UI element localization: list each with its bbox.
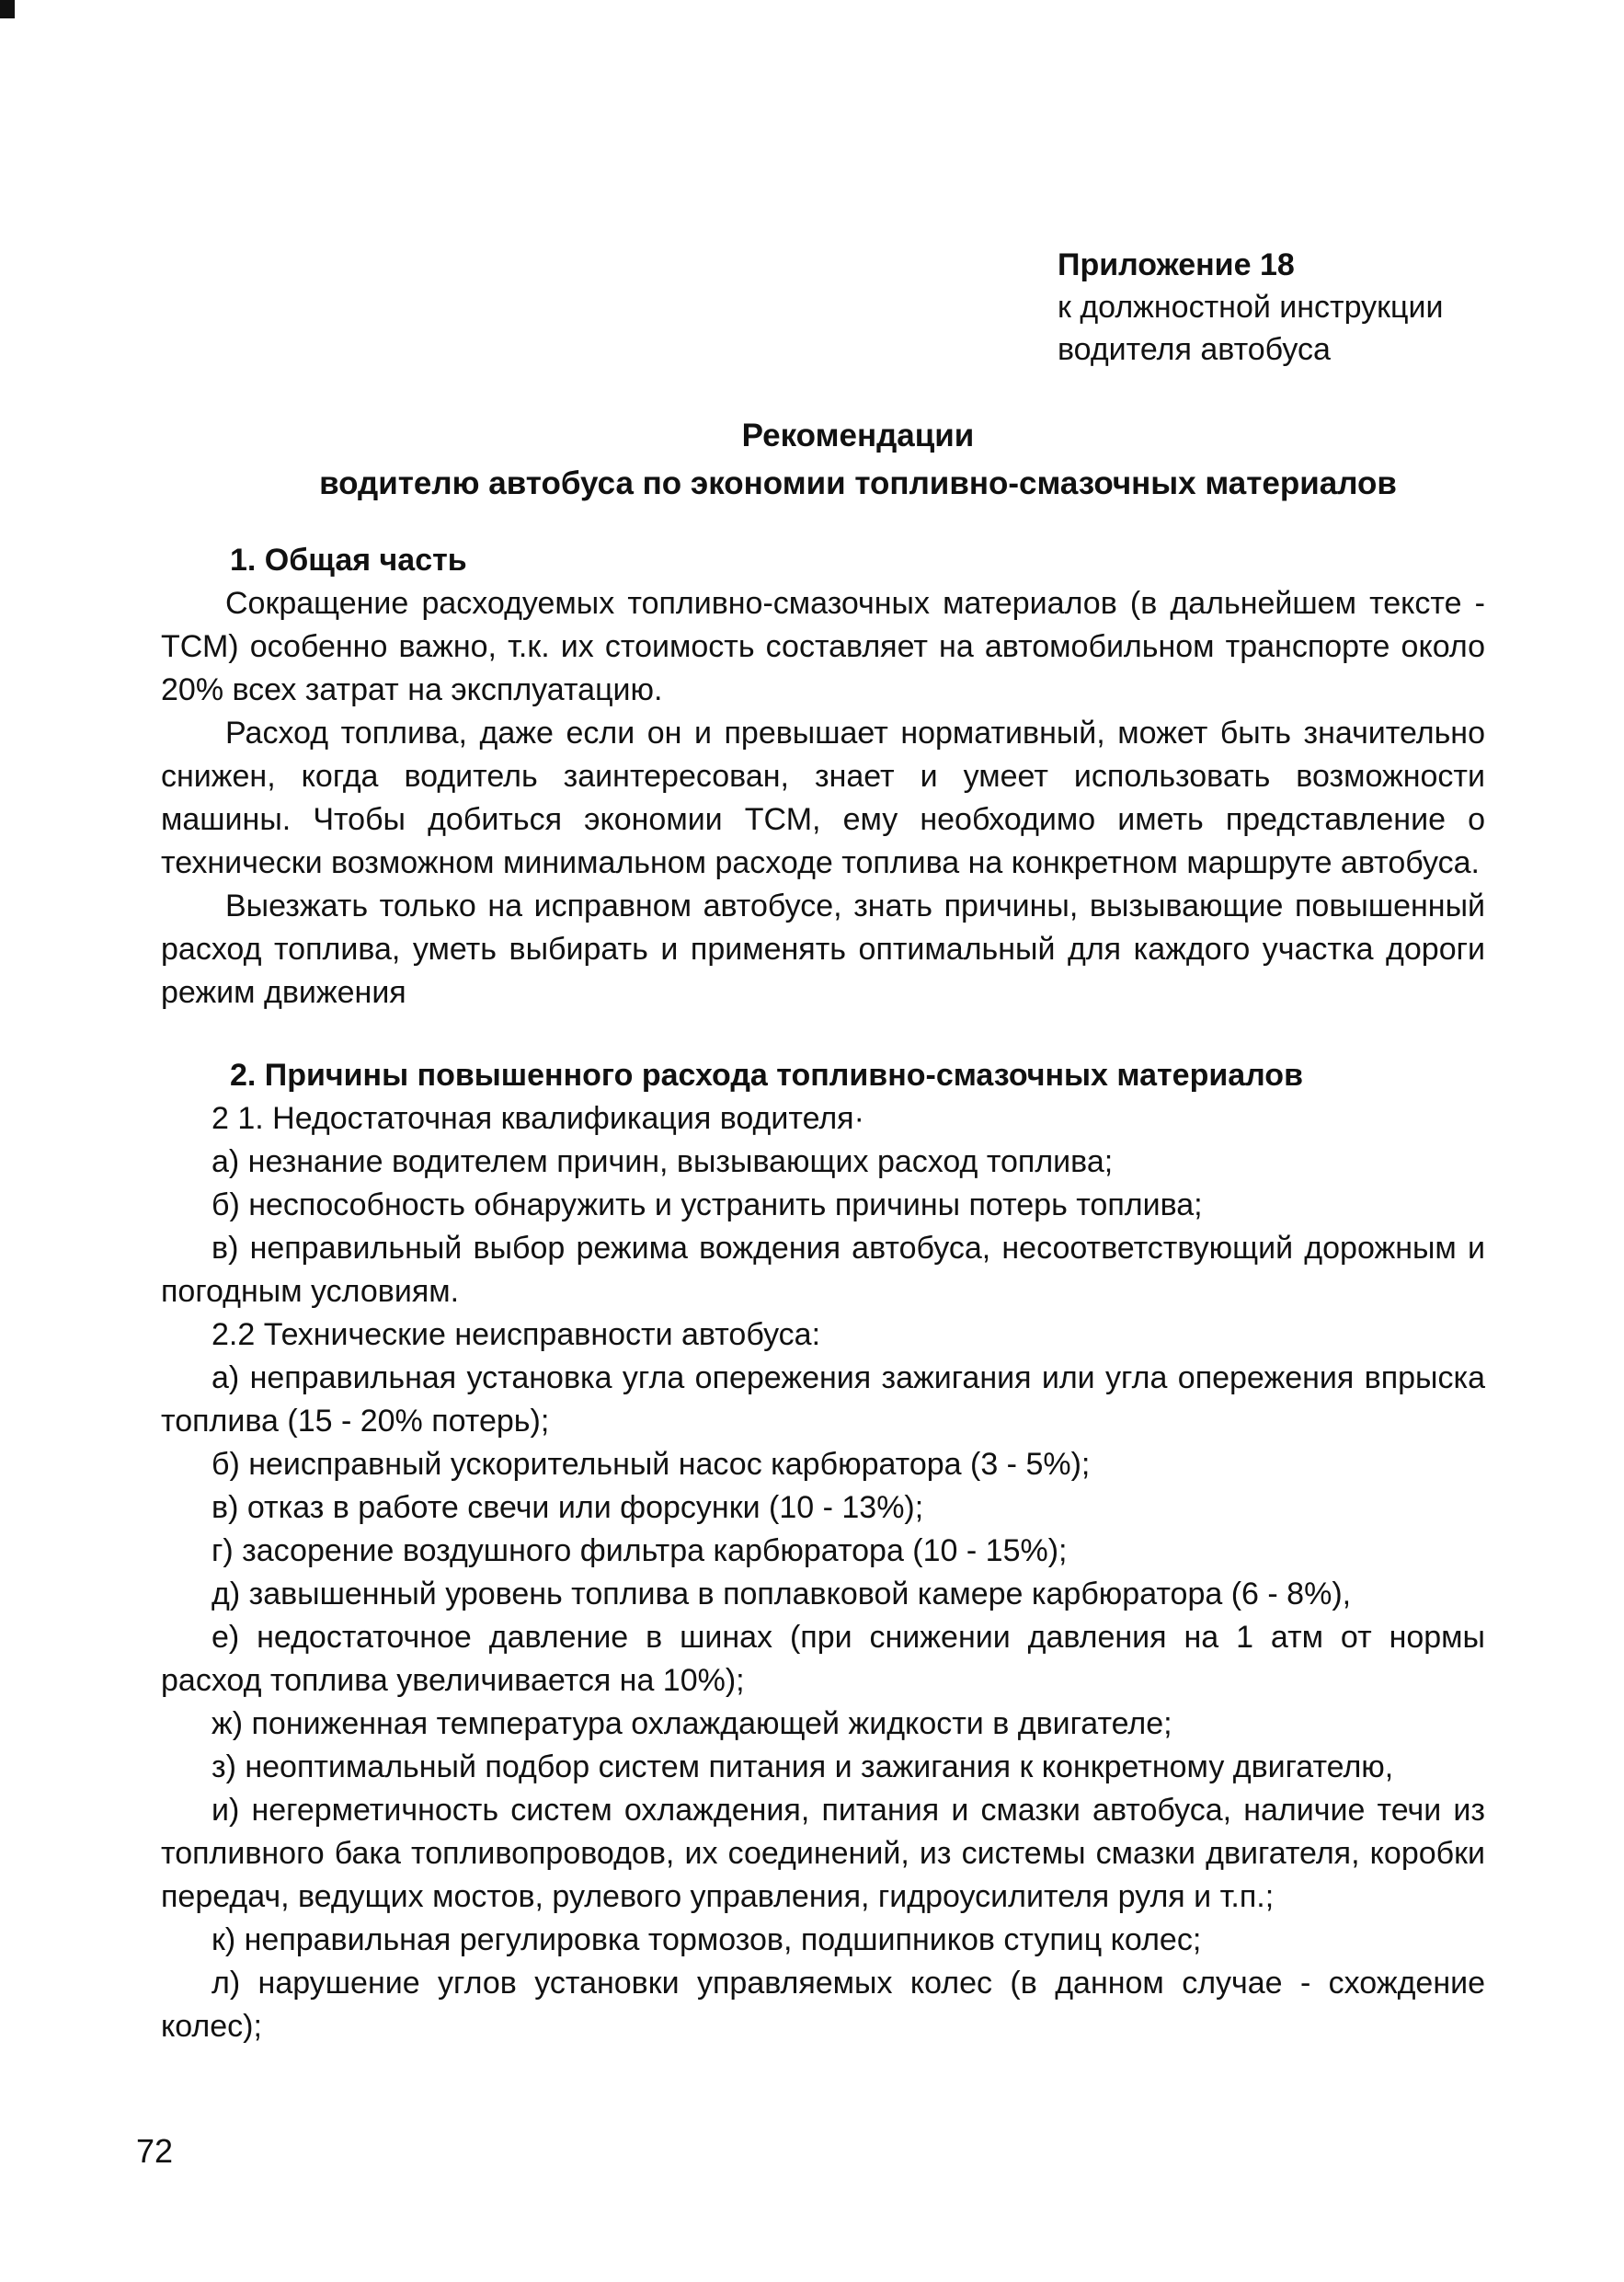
- list-item: ж) пониженная температура охлаждающей жидкости в двигателе;: [212, 1706, 1172, 1741]
- document-title: [0, 412, 1624, 508]
- list-item: б) неспособность обнаружить и устранить причины потерь топлива;: [212, 1187, 1203, 1222]
- list-item: а) незнание водителем причин, вызывающих расход топлива;: [212, 1144, 1114, 1179]
- section-1-paragraph: Сокращение расходуемых топливно-смазочных материалов (в дальнейшем тексте - ТСМ) особенно важно, т.к. их стоимость составляет на автомобильном транспорте около 20% всех затрат на эксплуатацию.: [161, 586, 1485, 707]
- list-item: л) нарушение углов установки управляемых колес (в данном случае - схождение колес);: [161, 1966, 1485, 2044]
- section-1-paragraph: Выезжать только на исправном автобусе, знать причины, вызывающие повышенный расход топлива, уметь выбирать и применять оптимальный для каждого участка дороги режим движения: [161, 889, 1485, 1010]
- list-item: б) неисправный ускорительный насос карбюратора (3 - 5%);: [212, 1447, 1091, 1482]
- section-1-paragraph: Расход топлива, даже если он и превышает нормативный, может быть значительно снижен, когда водитель заинтересован, знает и умеет использовать возможности машины. Чтобы добиться экономии ТСМ, ему необходимо иметь представление о технически возможном минимальном расходе топлива на конкретном маршруте автобуса.: [161, 716, 1485, 880]
- appendix-block: [1058, 244, 1444, 371]
- list-item: в) отказ в работе свечи или форсунки (10 - 13%);: [212, 1490, 924, 1525]
- section-2-heading: 2. Причины повышенного расхода топливно-смазочных материалов: [230, 1058, 1303, 1093]
- appendix-title: Приложение 18: [1058, 247, 1295, 282]
- list-item: е) недостаточное давление в шинах (при снижении давления на 1 атм от нормы расход топлива увеличивается на 10%);: [161, 1620, 1485, 1698]
- subsection-2-1-title: 2 1. Недостаточная квалификация водителя·: [212, 1101, 864, 1136]
- list-item: г) засорение воздушного фильтра карбюратора (10 - 15%);: [212, 1533, 1068, 1568]
- list-item: в) неправильный выбор режима вождения автобуса, несоответствующий дорожным и погодным условиям.: [161, 1231, 1485, 1309]
- list-item: а) неправильная установка угла опережения зажигания или угла опережения впрыска топлива (15 - 20% потерь);: [161, 1360, 1485, 1439]
- section-1-heading: 1. Общая часть: [230, 543, 467, 578]
- scan-corner-mark: [0, 0, 15, 18]
- document-body: [161, 538, 1485, 2048]
- document-title-line-1: Рекомендации: [741, 418, 975, 453]
- subsection-2-2-title: 2.2 Технические неисправности автобуса:: [212, 1317, 821, 1352]
- document-title-line-2: водителю автобуса по экономии топливно-смазочных материалов: [319, 465, 1397, 501]
- list-item: д) завышенный уровень топлива в поплавковой камере карбюратора (6 - 8%),: [212, 1577, 1352, 1611]
- list-item: и) негерметичность систем охлаждения, питания и смазки автобуса, наличие течи из топливного бака топливопроводов, их соединений, из системы смазки двигателя, коробки передач, ведущих мостов, рулевого управления, гидроусилителя руля и т.п.;: [161, 1793, 1485, 1914]
- list-item: к) неправильная регулировка тормозов, подшипников ступиц колес;: [212, 1922, 1202, 1957]
- appendix-line-1: к должностной инструкции: [1058, 290, 1444, 325]
- page-number: 72: [136, 2132, 174, 2170]
- list-item: з) неоптимальный подбор систем питания и зажигания к конкретному двигателю,: [212, 1749, 1394, 1784]
- appendix-line-2: водителя автобуса: [1058, 332, 1331, 367]
